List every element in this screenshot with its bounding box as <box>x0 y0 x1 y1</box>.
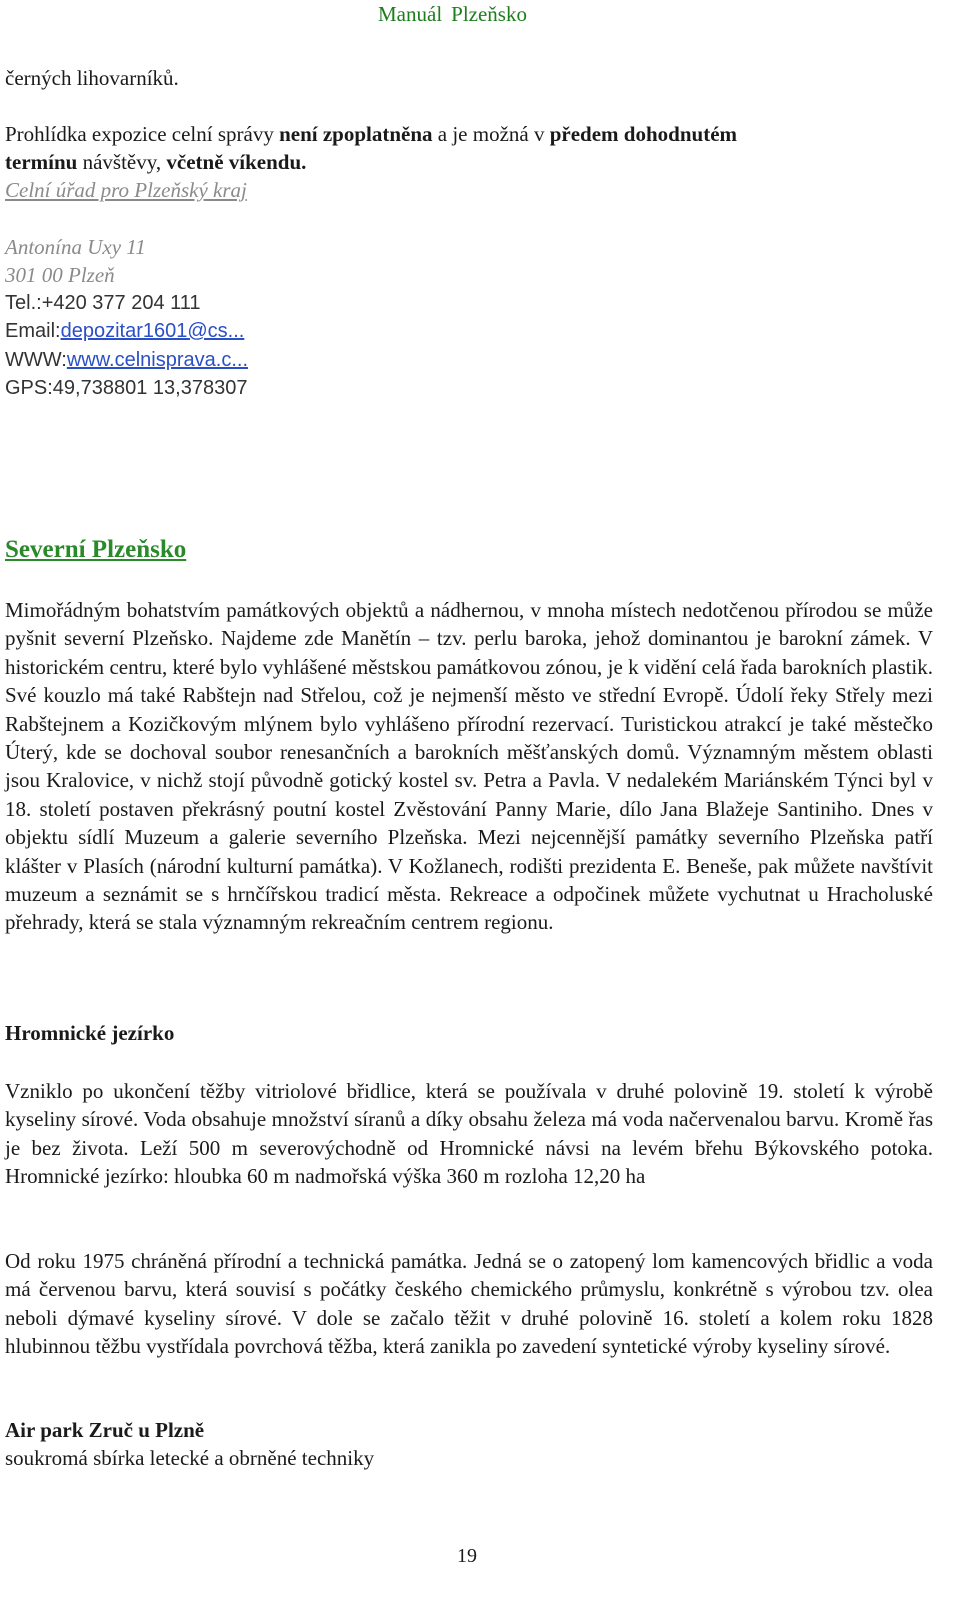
section-paragraph: Mimořádným bohatstvím památkových objektů a nádhernou, v mnoha místech nedotčenou přírodou se může pyšnit severní Plzeňsko. Najdeme zde Manětín – tzv. perlu baroka, jehož dominantou je barokní zámek. V historickém centru, které bylo vyhlášené městskou památkovou zónou, je k vidění celá řada barokních plastik. Své kouzlo má také Rabštejn nad Střelou, což je nejmenší město ve střední Evropě. Údolí řeky Střely mezi Rabštejnem a Kozičkovým mlýnem bylo vyhlášeno přírodní rezervací. Turistickou atrakcí je také městečko Úterý, kde se dochoval soubor renesančních a barokních měšťanských domů. Významným městem oblasti jsou Kralovice, v nichž stojí původně gotický kostel sv. Petra a Pavla. V nedalekém Mariánském Týnci byl v 18. století postaven překrásný poutní kostel Zvěstování Panny Marie, dílo Jana Blažeje Santiniho. Dnes v objektu sídlí Muzeum a galerie severního Plzeňska. Mezi nejcennější památky severního Plzeňska patří klášter v Plasích (národní kulturní památka). V Kožlanech, rodišti prezidenta E. Beneše, pak můžete navštívit muzeum a seznámit se s hrnčířskou tradicí města. Rekreace a odpočinek můžete vychutnat u Hracholuské přehrady, která se stala významným rekreačním centrem regionu. <box>5 598 933 935</box>
header-region: Plzeňsko <box>451 2 527 26</box>
contact-tel: Tel.:+420 377 204 111 <box>5 292 201 314</box>
contact-city: 301 00 Plzeň <box>5 263 115 287</box>
hromnice-title: Hromnické jezírko <box>5 1021 175 1045</box>
section-title: Severní Plzeňsko <box>5 536 187 563</box>
customs-office-link[interactable]: Celní úřad pro Plzeňský kraj <box>5 178 247 202</box>
hromnice-paragraph-1: Vzniklo po ukončení těžby vitriolové břidlice, která se používala v druhé polovině 19. století k výrobě kyseliny sírové. Voda obsahuje množství síranů a díky obsahu železa má voda načervenalou barvu. Kromě řas je bez života. Leží 500 m severovýchodně od Hromnické návsi na levém břehu Býkovského potoka. Hromnické jezírko: hloubka 60 m nadmořská výška 360 m rozloha 12,20 ha <box>5 1079 933 1189</box>
contact-www: WWW:www.celnisprava.c... <box>5 349 248 371</box>
contact-gps: GPS:49,738801 13,378307 <box>5 377 248 399</box>
website-link[interactable]: www.celnisprava.c... <box>66 349 248 371</box>
airpark-title: Air park Zruč u Plzně <box>5 1418 205 1442</box>
hromnice-paragraph-2: Od roku 1975 chráněná přírodní a technická památka. Jedná se o zatopený lom kamencových břidlic a voda má červenou barvu, která souvisí s počátky českého chemického průmyslu, konkrétně s výrobou tzv. olea neboli dýmavé kyseliny sírové. V dole se začalo těžit v druhé polovině 16. století a kolem roku 1828 hlubinnou těžbu vystřídala povrchová těžba, která zanikla po zavedení syntetické výroby kyseliny sírové. <box>5 1249 933 1359</box>
airpark-subtitle: soukromá sbírka letecké a obrněné techniky <box>5 1446 375 1470</box>
header-manual: Manuál <box>378 2 443 26</box>
intro-line-1: černých lihovarníků. <box>5 66 179 90</box>
page-header <box>378 2 527 27</box>
intro-line-2: Prohlídka expozice celní správy není zpoplatněna a je možná v předem dohodnutém <box>5 122 738 146</box>
intro-line-3: termínu návštěvy, včetně víkendu. <box>5 150 307 174</box>
page-number: 19 <box>457 1545 477 1567</box>
contact-street: Antonína Uxy 11 <box>5 235 146 259</box>
email-link[interactable]: depozitar1601@cs... <box>60 320 245 342</box>
contact-email: Email:depozitar1601@cs... <box>5 320 245 342</box>
